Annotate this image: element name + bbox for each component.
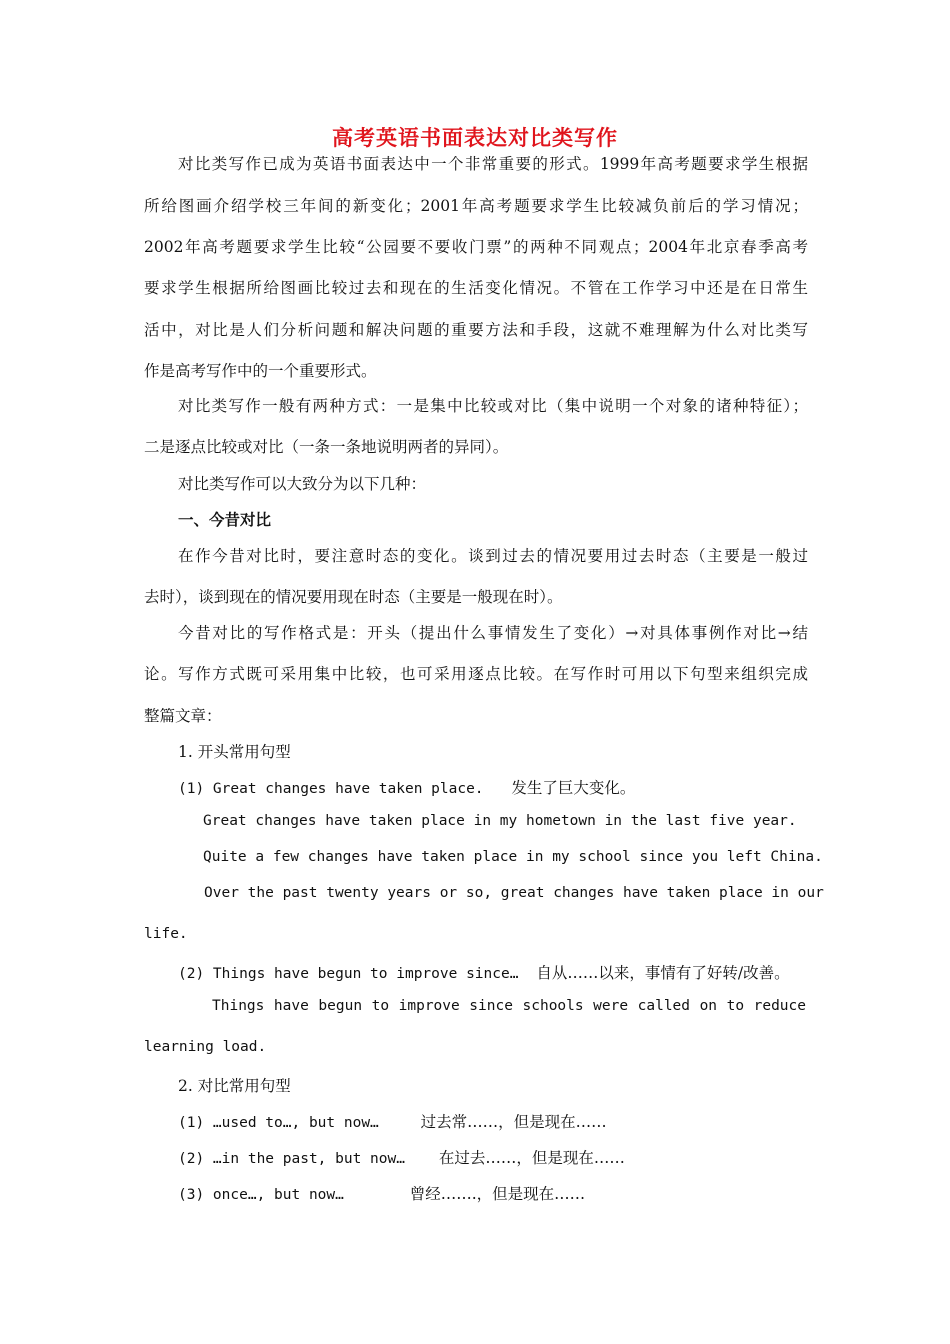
pattern-chinese: 曾经…….，但是现在…… <box>409 1185 586 1203</box>
pattern-item <box>178 1146 842 1168</box>
paragraph-line: 2002年高考题要求学生比较“公园要不要收门票”的两种不同观点；2004年北京春季高考 <box>144 238 808 256</box>
pattern-chinese: 在过去……，但是现在…… <box>438 1149 625 1167</box>
pattern-english: (2) Things have begun to improve since… <box>178 966 519 982</box>
pattern-chinese: 发生了巨大变化。 <box>511 779 636 797</box>
document-title: 高考英语书面表达对比类写作 <box>332 125 618 150</box>
paragraph-line: 整篇文章： <box>144 707 222 725</box>
pattern-item <box>178 776 842 798</box>
paragraph-line: 二是逐点比较或对比（一条一条地说明两者的异同）。 <box>144 438 509 456</box>
section-heading: 一、今昔对比 <box>178 510 272 529</box>
paragraph-line: 今昔对比的写作格式是：开头（提出什么事情发生了变化）→对具体事例作对比→结 <box>178 624 808 642</box>
example-sentence: life. <box>144 926 188 942</box>
paragraph-line: 对比类写作已成为英语书面表达中一个非常重要的形式。1999年高考题要求学生根据 <box>178 155 808 173</box>
subsection-label: 2. 对比常用句型 <box>178 1077 291 1095</box>
pattern-english: (1) …used to…, but now… <box>178 1115 379 1131</box>
pattern-item <box>178 1110 842 1132</box>
pattern-english: (2) …in the past, but now… <box>178 1151 405 1167</box>
paragraph-line: 所给图画介绍学校三年间的新变化；2001年高考题要求学生比较减负前后的学习情况； <box>144 197 808 215</box>
subsection-label: 1. 开头常用句型 <box>178 743 291 761</box>
example-sentence: Over the past twenty years or so, great changes have taken place in our <box>204 885 824 901</box>
example-sentence: learning load. <box>144 1039 267 1055</box>
pattern-chinese: 过去常……，但是现在…… <box>420 1113 607 1131</box>
pattern-english: (1) Great changes have taken place. <box>178 781 484 797</box>
paragraph-line: 要求学生根据所给图画比较过去和现在的生活变化情况。不管在工作学习中还是在日常生 <box>144 279 808 297</box>
example-sentence: Great changes have taken place in my hometown in the last five year. <box>203 813 797 829</box>
paragraph-line: 论。写作方式既可采用集中比较，也可采用逐点比较。在写作时可用以下句型来组织完成 <box>144 665 808 683</box>
paragraph-line: 对比类写作一般有两种方式：一是集中比较或对比（集中说明一个对象的诸种特征）； <box>178 397 808 415</box>
pattern-item <box>178 1182 842 1204</box>
paragraph-line: 作是高考写作中的一个重要形式。 <box>144 362 377 380</box>
example-sentence: Quite a few changes have taken place in my school since you left China. <box>203 849 823 865</box>
pattern-chinese: 自从……以来，事情有了好转/改善。 <box>536 964 790 982</box>
paragraph-line: 在作今昔对比时，要注意时态的变化。谈到过去的情况要用过去时态（主要是一般过 <box>178 547 808 565</box>
pattern-english: (3) once…, but now… <box>178 1187 344 1203</box>
example-sentence: Things have begun to improve since schools were called on to reduce <box>212 998 806 1014</box>
pattern-item <box>178 961 842 983</box>
paragraph-line: 对比类写作可以大致分为以下几种： <box>178 475 427 493</box>
paragraph-line: 活中，对比是人们分析问题和解决问题的重要方法和手段，这就不难理解为什么对比类写 <box>144 321 808 339</box>
paragraph-line: 去时），谈到现在的情况要用现在时态（主要是一般现在时）。 <box>144 588 563 606</box>
